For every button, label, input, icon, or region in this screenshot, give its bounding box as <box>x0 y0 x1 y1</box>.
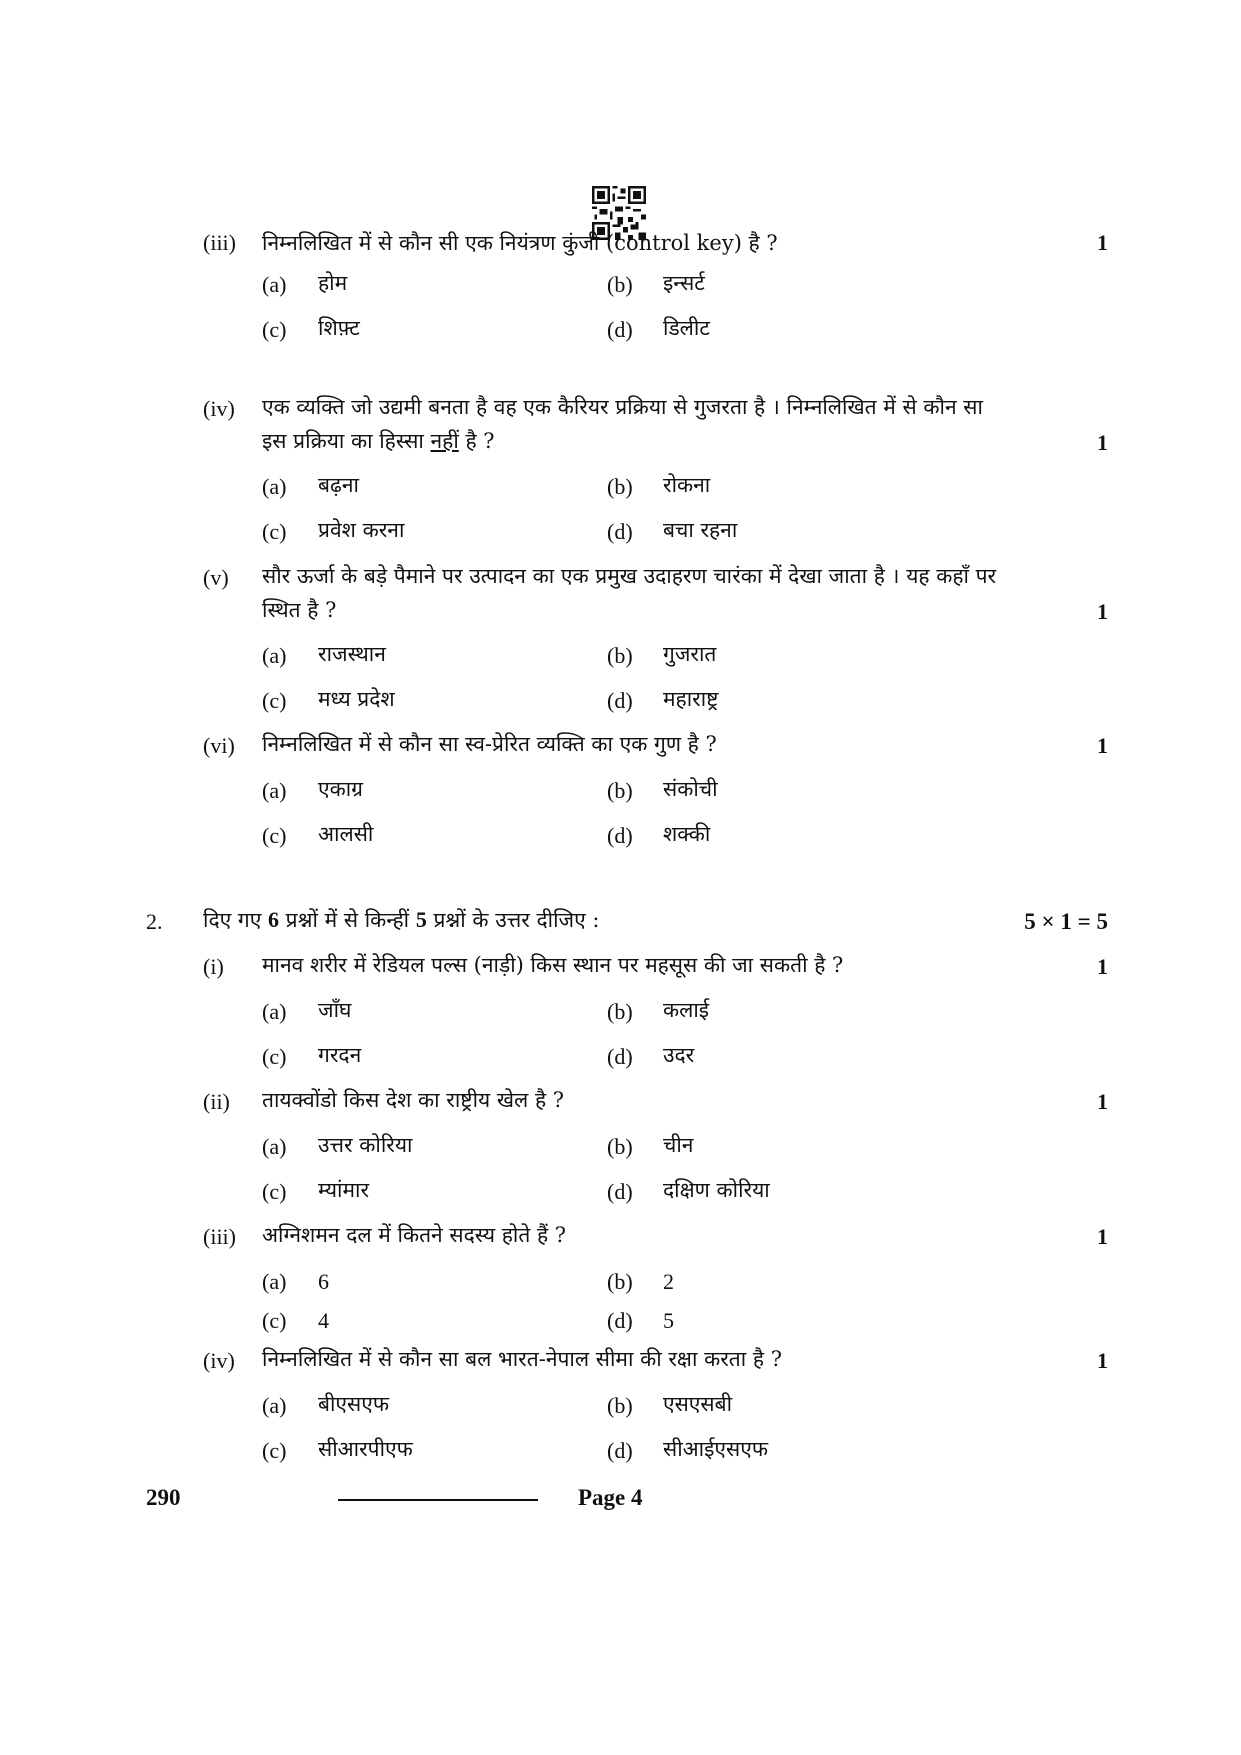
option-text: कलाई <box>663 998 710 1022</box>
option-label: (b) <box>607 272 633 297</box>
question-marks: 1 <box>1097 733 1108 758</box>
option-label: (d) <box>607 317 633 342</box>
option-text: रोकना <box>663 473 711 497</box>
option-text: आलसी <box>318 822 374 846</box>
question-text: तायक्वोंडो किस देश का राष्ट्रीय खेल है ? <box>262 1088 565 1112</box>
option-label: (d) <box>607 1179 633 1204</box>
option-label: (c) <box>262 1308 287 1333</box>
question-number: (v) <box>203 565 229 590</box>
question-number: (i) <box>203 954 224 979</box>
option-text: एसएसबी <box>663 1392 733 1416</box>
page-number: Page 4 <box>578 1485 643 1510</box>
question-number: (iii) <box>203 230 236 255</box>
option-text: 4 <box>318 1308 329 1333</box>
option-label: (a) <box>262 474 287 499</box>
question-number-2: 2. <box>146 909 163 934</box>
option-text: 6 <box>318 1269 329 1294</box>
option-label: (b) <box>607 643 633 668</box>
question-marks: 1 <box>1097 1089 1108 1114</box>
question-text: अग्निशमन दल में कितने सदस्य होते हैं ? <box>262 1223 567 1247</box>
q2-total-questions: 6 <box>268 907 279 932</box>
option-label: (b) <box>607 1393 633 1418</box>
underlined-negation: नहीं <box>430 429 459 453</box>
question-marks: 1 <box>1097 1348 1108 1373</box>
paper-code: 290 <box>146 1485 181 1510</box>
option-label: (a) <box>262 999 287 1024</box>
option-text: इन्सर्ट <box>663 271 705 295</box>
option-label: (c) <box>262 1438 287 1463</box>
question-marks: 1 <box>1097 1224 1108 1249</box>
question-number: (iv) <box>203 1348 235 1373</box>
option-label: (a) <box>262 778 287 803</box>
question-text-line <box>262 424 1062 458</box>
question-text-line: स्थित है ? <box>262 598 337 622</box>
option-label: (d) <box>607 1438 633 1463</box>
question-marks: 1 <box>1097 599 1108 624</box>
question-text-line: एक व्यक्ति जो उद्यमी बनता है वह एक कैरियर प्रक्रिया से गुजरता है । निम्नलिखित में से कौन सा <box>262 395 983 419</box>
option-label: (b) <box>607 1134 633 1159</box>
q2-total-marks: 5 × 1 = 5 <box>1024 909 1108 934</box>
question-text: निम्नलिखित में से कौन सा स्व-प्रेरित व्यक्ति का एक गुण है ? <box>262 732 717 756</box>
option-label: (d) <box>607 1308 633 1333</box>
question-marks: 1 <box>1097 230 1108 255</box>
option-label: (a) <box>262 643 287 668</box>
option-text: गुजरात <box>663 642 717 666</box>
option-label: (c) <box>262 1179 287 1204</box>
q2-required-answers: 5 <box>415 907 427 932</box>
question-text: मानव शरीर में रेडियल पल्स (नाड़ी) किस स्थान पर महसूस की जा सकती है ? <box>262 953 844 977</box>
option-text: 2 <box>663 1269 674 1294</box>
question-number: (iv) <box>203 396 235 421</box>
option-text: शिफ़्ट <box>318 316 360 340</box>
q2-instruction <box>203 903 599 937</box>
option-label: (d) <box>607 688 633 713</box>
option-text: बढ़ना <box>318 473 359 497</box>
option-label: (a) <box>262 1393 287 1418</box>
option-label: (b) <box>607 1269 633 1294</box>
option-label: (c) <box>262 823 287 848</box>
question-marks: 1 <box>1097 954 1108 979</box>
option-label: (d) <box>607 519 633 544</box>
option-label: (a) <box>262 272 287 297</box>
option-label: (a) <box>262 1134 287 1159</box>
option-text: एकाग्र <box>318 777 364 801</box>
footer-rule <box>338 1499 538 1501</box>
option-label: (d) <box>607 1044 633 1069</box>
option-text: चीन <box>663 1133 694 1157</box>
option-text: होम <box>318 271 348 295</box>
option-text: 5 <box>663 1308 674 1333</box>
option-label: (c) <box>262 1044 287 1069</box>
option-text: बचा रहना <box>663 518 738 542</box>
option-label: (c) <box>262 688 287 713</box>
q2-instruction-fragment: दिए गए <box>203 908 268 932</box>
option-text: दक्षिण कोरिया <box>663 1178 770 1202</box>
option-text: उदर <box>663 1043 695 1067</box>
question-number: (ii) <box>203 1089 230 1114</box>
option-text: उत्तर कोरिया <box>318 1133 413 1157</box>
option-label: (a) <box>262 1269 287 1294</box>
option-text: राजस्थान <box>318 642 386 666</box>
option-label: (b) <box>607 474 633 499</box>
option-label: (b) <box>607 778 633 803</box>
option-text: संकोची <box>663 777 718 801</box>
option-text: म्यांमार <box>318 1178 370 1202</box>
question-number: (iii) <box>203 1224 236 1249</box>
question-text-fragment: है ? <box>458 429 495 453</box>
question-text: निम्नलिखित में से कौन सी एक नियंत्रण कुंजी (control key) है ? <box>262 231 778 255</box>
question-number: (vi) <box>203 733 235 758</box>
question-text: निम्नलिखित में से कौन सा बल भारत-नेपाल सीमा की रक्षा करता है ? <box>262 1347 782 1371</box>
question-marks: 1 <box>1097 430 1108 455</box>
option-text: महाराष्ट्र <box>663 687 719 711</box>
option-text: मध्य प्रदेश <box>318 687 395 711</box>
option-text: सीआईएसएफ <box>663 1437 769 1461</box>
q2-instruction-fragment: प्रश्नों में से किन्हीं <box>279 908 416 932</box>
option-label: (c) <box>262 317 287 342</box>
option-text: डिलीट <box>663 316 710 340</box>
option-label: (c) <box>262 519 287 544</box>
option-text: सीआरपीएफ <box>318 1437 413 1461</box>
option-label: (d) <box>607 823 633 848</box>
option-label: (b) <box>607 999 633 1024</box>
option-text: जाँघ <box>318 998 352 1022</box>
option-text: प्रवेश करना <box>318 518 405 542</box>
option-text: बीएसएफ <box>318 1392 390 1416</box>
q2-instruction-fragment: प्रश्नों के उत्तर दीजिए : <box>426 908 600 932</box>
option-text: शक्की <box>663 822 711 846</box>
question-text-fragment: इस प्रक्रिया का हिस्सा <box>262 429 431 453</box>
question-text-line: सौर ऊर्जा के बड़े पैमाने पर उत्पादन का एक प्रमुख उदाहरण चारंका में देखा जाता है । यह कहाँ पर <box>262 564 997 588</box>
option-text: गरदन <box>318 1043 362 1067</box>
